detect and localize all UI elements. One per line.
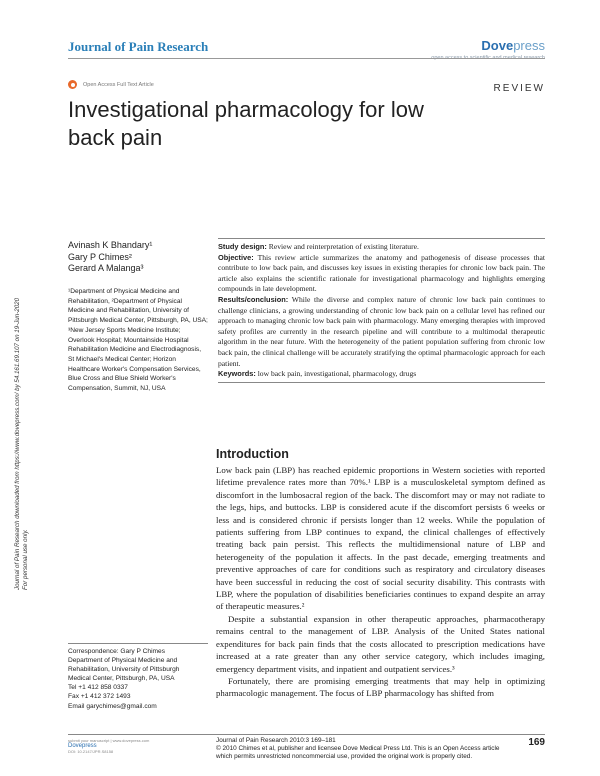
publisher-brand-b: press: [513, 38, 545, 53]
header-divider: [68, 58, 545, 59]
keywords-text: low back pain, investigational, pharmacology, drugs: [255, 369, 417, 379]
abstract: [218, 238, 545, 383]
abstract-keywords: [218, 369, 545, 380]
article-title: Investigational pharmacology for low back pain: [68, 97, 424, 150]
footer-divider: [68, 734, 545, 735]
intro-paragraph: Despite a substantial expansion in other therapeutic approaches, pharmacotherapy remains central to the management of LBP. Analysis of the United States national expenditures for back pain finds that the costs allocated to prescription medications have increased at a rate greater than any other service category, which includes imaging, emergency department visits, and inpatient and outpatient services.³: [216, 613, 545, 674]
correspondence-line: Medical Center, Pittsburgh, PA, USA: [68, 675, 175, 683]
correspondence-line: Rehabilitation, University of Pittsburgh: [68, 666, 180, 674]
objective-label: Objective:: [218, 252, 254, 262]
submit-manuscript-link[interactable]: submit your manuscript | www.dovepress.com: [68, 738, 150, 743]
publisher-logo[interactable]: [481, 38, 545, 53]
author-name: Avinash K Bhandary¹: [68, 240, 153, 250]
open-access-badge: [68, 80, 154, 89]
author-name: Gerard A Malanga³: [68, 263, 144, 273]
footer-center: [216, 737, 516, 762]
article-type: REVIEW: [493, 83, 545, 94]
footer-doi: DOI: 10.2147/JPR.S8158: [68, 749, 114, 754]
author-name: Gary P Chimes²: [68, 251, 132, 262]
keywords-label: Keywords:: [218, 369, 256, 379]
design-label: Study design:: [218, 242, 267, 251]
abstract-results: [218, 295, 545, 369]
personal-use-line: For personal use only.: [22, 529, 29, 590]
intro-paragraph: Fortunately, there are promising emerging treatments that may help in optimizing pharmacologic management. The focus of LBP pharmacology has shifted from: [216, 675, 545, 699]
footer-brand[interactable]: Dovepress: [68, 742, 97, 749]
open-access-label: Open Access Full Text Article: [83, 81, 154, 88]
abstract-design: [218, 242, 545, 253]
design-text: Review and reinterpretation of existing literature.: [266, 242, 419, 251]
correspondence-email[interactable]: Email garychimes@gmail.com: [68, 702, 157, 710]
page-number: 169: [528, 737, 545, 748]
results-label: Results/conclusion:: [218, 294, 289, 304]
correspondence-block: [68, 647, 218, 711]
results-text: While the diverse and complex nature of chronic low back pain continues to challenge clinicians, a growing understanding of chronic low back pain on a cellular level has refined our approach to managing chronic low back pain with pharmacology. Many emerging therapies with improved safety profiles are currently in the research pipeline and will contribute to a multimodal therapeutic algorithm in the near future. With the heterogeneity of the patient population suffering from chronic low back pain, the clinical challenge will be accurately stratifying the optimal pharmacologic approach for each patient.: [218, 294, 545, 368]
footer-left: [68, 738, 149, 755]
correspondence-line: Fax +1 412 372 1493: [68, 693, 131, 701]
publisher-brand-a: Dove: [481, 38, 514, 53]
footer-license: © 2010 Chimes et al, publisher and licensee Dove Medical Press Ltd. This is an Open Access article which permits unrestricted noncommercial use, provided the original work is properly cited.: [216, 745, 500, 761]
open-access-icon: [68, 80, 77, 89]
correspondence-line: Correspondence: Gary P Chimes: [68, 648, 165, 655]
intro-paragraph: Low back pain (LBP) has reached epidemic proportions in Western societies with reported lifetime prevalence rates more than 70%.¹ LBP is a musculoskeletal symptom defined as discomfort in the lumbosacral region of the back. The discomfort may or may not radiate to the legs, hips, and buttocks. LBP is considered acute if the discomfort persists 6 weeks or less and is considered chronic if persists longer than 12 weeks. While the population of patients suffering from LBP continues to expand, the clinical challenges of effectively treating back pain persist. This reflects the multidimensional nature of LBP and heterogeneity of the population it affects. In the past decade, emerging treatments and preventive approaches of care for conditions such as respiratory and circulatory diseases have been successful in reducing the cost of social security disability. This contrasts with LBP, where the population of disabilities beneficiaries continues to expand despite an array of therapeutic measures.²: [216, 465, 545, 612]
publisher-tagline: open access to scientific and medical research: [431, 55, 545, 61]
correspondence-divider: [68, 643, 208, 644]
affiliations: ¹Department of Physical Medicine and Rehabilitation, ²Department of Physical Medicine and Rehabilitation, University of Pittsburgh Medical Center, Pittsburgh, PA, USA; ³New Jersey Sports Medicine Institute; Overlook Hospital; Mountainside Hospital Rehabilitation Medicine and Electrodiagnosis, St Michael's Medical Center; Horizon Healthcare Worker's Compensation Services, Blue Cross and Blue Shield Worker's Compensation, Summit, NJ, USA: [68, 288, 208, 393]
download-line: Journal of Pain Research downloaded from https://www.dovepress.com/ by 54.161.69.107 on 19-Jun-2020: [14, 297, 21, 590]
objective-text: This review article summarizes the anatomy and pathogenesis of disease processes that contribute to low back pain, and discusses key issues in existing therapies for chronic low back pain. The article also explains the scientific rationale for investigational pharmacology and highlights emerging compounds in late development.: [218, 252, 545, 294]
journal-name[interactable]: Journal of Pain Research: [68, 39, 209, 54]
introduction-heading: Introduction: [216, 447, 289, 461]
introduction-body: [216, 464, 545, 700]
author-list: [68, 240, 152, 275]
footer-citation: Journal of Pain Research 2010:3 169–181: [216, 737, 336, 744]
correspondence-line: Department of Physical Medicine and: [68, 657, 178, 665]
download-watermark: [14, 150, 30, 590]
correspondence-line: Tel +1 412 858 0337: [68, 684, 128, 692]
abstract-objective: [218, 253, 545, 295]
